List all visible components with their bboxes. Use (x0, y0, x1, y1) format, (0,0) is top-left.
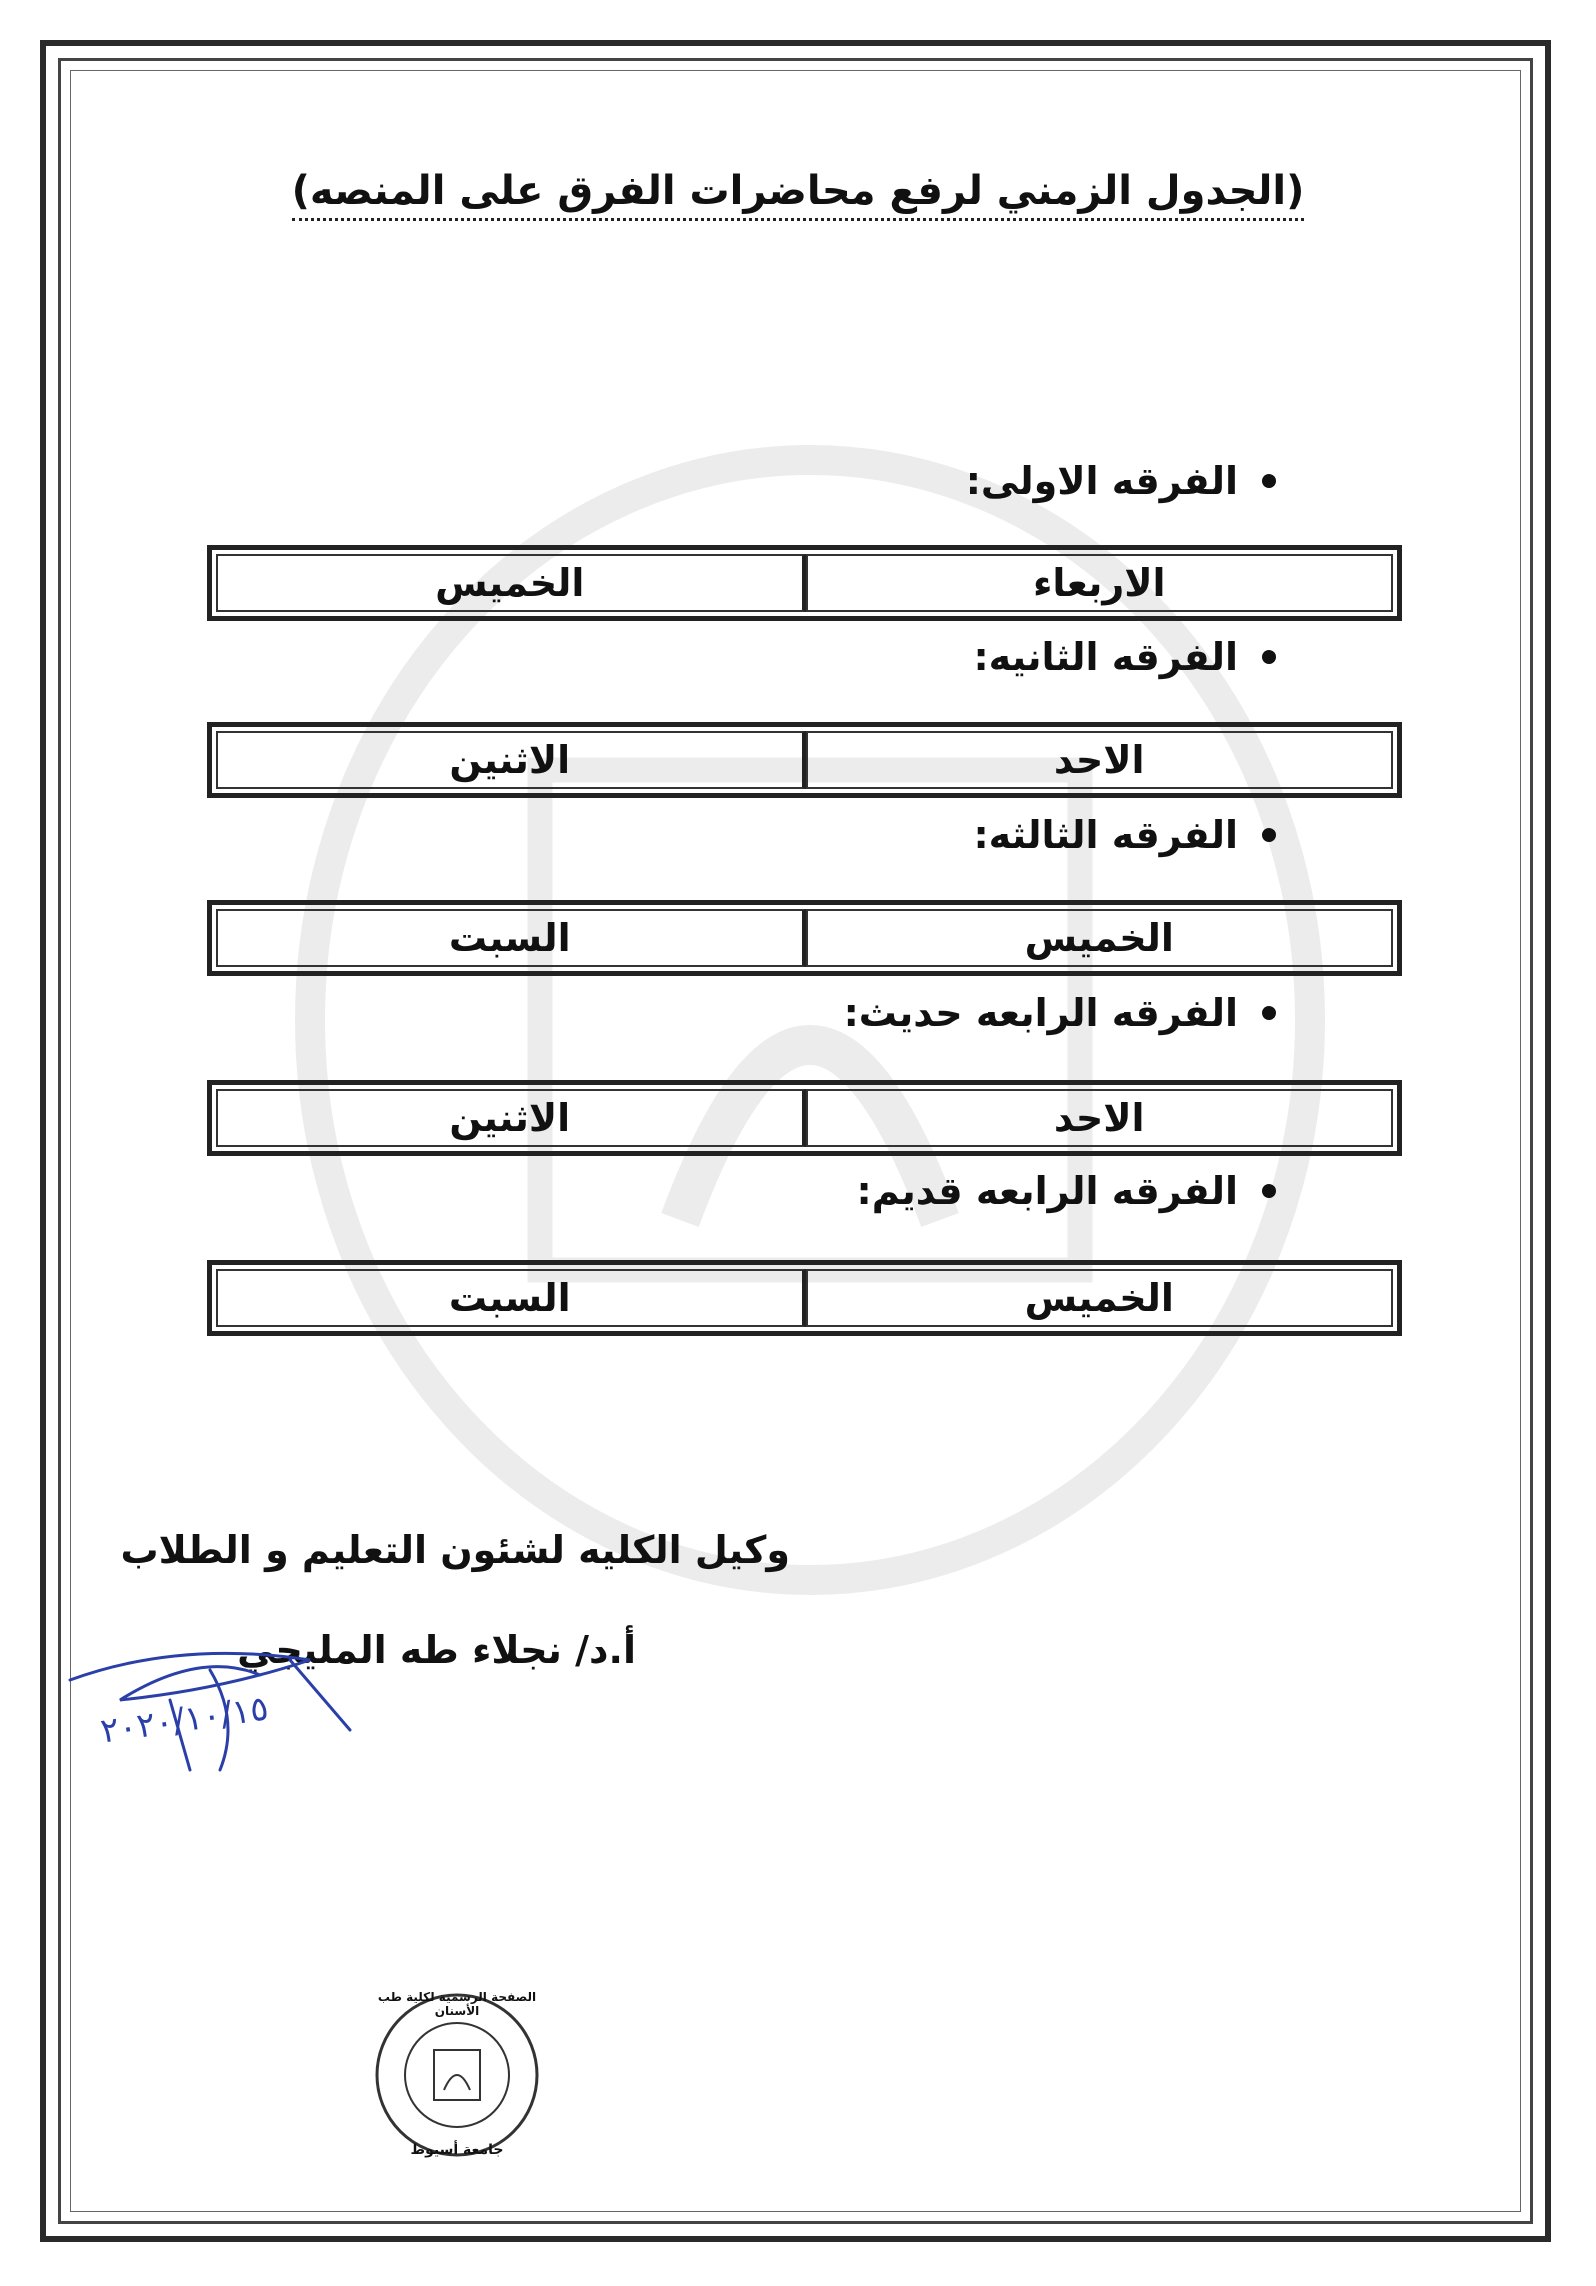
schedule-table-year-3 (207, 900, 1402, 976)
schedule-table-year-1 (207, 545, 1402, 621)
day-cell: الاثنين (216, 731, 806, 789)
stamp-text-top: الصفحة الرسمية لكلية طب الأسنان (377, 1990, 537, 2018)
day-cell: الاربعاء (806, 554, 1394, 612)
heading-text: الفرقه الاولى: (965, 459, 1238, 503)
section-heading (176, 988, 1276, 1038)
section-heading (176, 810, 1276, 860)
section-heading (176, 456, 1276, 506)
official-stamp (372, 1990, 542, 2160)
section-year-4-old (176, 1166, 1276, 1216)
document-title (0, 168, 1596, 214)
heading-text: الفرقه الثالثه: (973, 813, 1238, 857)
day-cell: الخميس (806, 1269, 1394, 1327)
heading-text: الفرقه الثانيه: (973, 635, 1238, 679)
day-cell: السبت (216, 1269, 806, 1327)
signatory-role: وكيل الكليه لشئون التعليم و الطلاب (120, 1528, 790, 1572)
stamp-text-bottom: جامعة أسيوط (410, 2142, 504, 2158)
section-year-3 (176, 810, 1276, 860)
heading-text: الفرقه الرابعه قديم: (856, 1169, 1238, 1213)
day-cell: الاثنين (216, 1089, 806, 1147)
schedule-table-year-4-new (207, 1080, 1402, 1156)
handwritten-date: ٢٠٢٠/١٠/١٥ (98, 1688, 271, 1752)
bullet-icon (1262, 1184, 1276, 1198)
day-cell: الخميس (806, 909, 1394, 967)
day-cell: الاحد (806, 1089, 1394, 1147)
schedule-table-year-2 (207, 722, 1402, 798)
heading-text: الفرقه الرابعه حديث: (843, 991, 1238, 1035)
section-heading (176, 632, 1276, 682)
section-year-4-new (176, 988, 1276, 1038)
day-cell: السبت (216, 909, 806, 967)
bullet-icon (1262, 828, 1276, 842)
day-cell: الخميس (216, 554, 806, 612)
bullet-icon (1262, 1006, 1276, 1020)
section-year-1 (176, 456, 1276, 506)
bullet-icon (1262, 474, 1276, 488)
bullet-icon (1262, 650, 1276, 664)
section-heading (176, 1166, 1276, 1216)
day-cell: الاحد (806, 731, 1394, 789)
signatory-name: أ.د/ نجلاء طه المليجي (237, 1628, 636, 1672)
schedule-table-year-4-old (207, 1260, 1402, 1336)
title-text: (الجدول الزمني لرفع محاضرات الفرق على المنصه) (292, 168, 1305, 221)
section-year-2 (176, 632, 1276, 682)
